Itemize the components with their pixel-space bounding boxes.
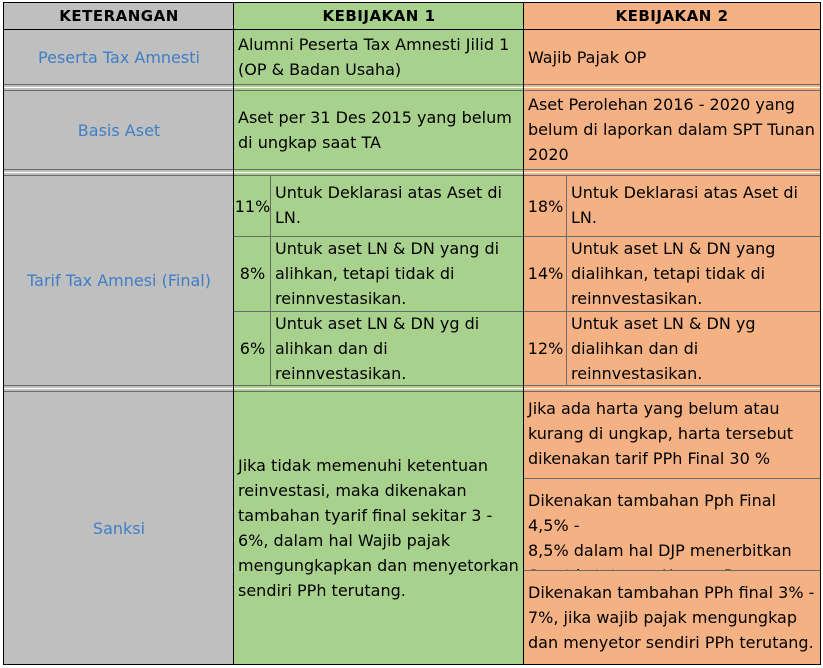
peserta-k1-text: Alumni Peserta Tax Amnesti Jilid 1 (OP & Badan Usaha) [238, 35, 510, 79]
grid-sanksi-h-2 [524, 570, 821, 571]
grid-tarif-v-2 [566, 176, 567, 385]
tarif-k2-text-2: Untuk aset LN & DN yang dialihkan, tetapi tidak di reinnvestasikan. [571, 239, 776, 308]
border-bottom [3, 664, 821, 665]
peserta-k2-text: Wajib Pajak OP [528, 47, 647, 67]
label-peserta: Peserta Tax Amnesti [4, 30, 234, 84]
basis-k1-text: Aset per 31 Des 2015 yang belum di ungkap saat TA [238, 108, 512, 152]
tarif-k1-text-2: Untuk aset LN & DN yang di alihkan, tetapi tidak di reinnvestasikan. [275, 239, 500, 308]
basis-kebijakan-1 [234, 91, 524, 169]
tarif-k2-rate-3: 12% [524, 311, 567, 385]
grid-tarif-v-1 [270, 176, 271, 385]
tarif-k1-rate-3: 6% [234, 311, 271, 385]
sanksi-kebijakan-1 [234, 392, 524, 664]
grid-h-1b [3, 90, 821, 91]
border-right [820, 2, 821, 665]
grid-h-3a [3, 385, 821, 386]
sanksi-k2-text-2: Dikenakan tambahan Pph Final 4,5% - 8,5% dalam hal DJP menerbitkan [528, 491, 792, 560]
grid-tarif-h-2 [234, 311, 821, 312]
border-left [3, 2, 4, 665]
header-keterangan: KETERANGAN [4, 3, 234, 29]
tarif-k2-desc-3 [567, 311, 820, 385]
label-sanksi: Sanksi [4, 392, 234, 664]
tarif-k1-desc-1 [271, 176, 524, 236]
grid-h-2w [3, 172, 821, 173]
tarif-k2-desc-1 [567, 176, 820, 236]
basis-kebijakan-2 [524, 91, 820, 169]
sanksi-k2-text-3: Dikenakan tambahan PPh final 3% - 7%, jika wajib pajak mengungkap dan menyetor sendiri PPh terutang. [528, 583, 815, 652]
grid-v-2 [523, 2, 524, 665]
tarif-k2-rate-2: 14% [524, 236, 567, 311]
grid-h-3b [3, 391, 821, 392]
peserta-kebijakan-1 [234, 30, 524, 84]
label-tarif: Tarif Tax Amnesi (Final) [4, 176, 234, 385]
grid-h-1a [3, 84, 821, 85]
peserta-kebijakan-2 [524, 30, 820, 84]
sanksi-k1-text: Jika tidak memenuhi ketentuan reinvestasi, maka dikenakan tambahan tyarif final sekitar 3 - 6%, dalam hal Wajib pajak mengungkapkan dan menyetorkan sendiri PPh terutang. [238, 456, 519, 600]
tarif-k1-text-3: Untuk aset LN & DN yg di alihkan dan di reinnvestasikan. [275, 313, 480, 383]
basis-k2-text: Aset Perolehan 2016 - 2020 yang belum di laporkan dalam SPT Tunan 2020 [528, 95, 815, 164]
tarif-k1-text-1: Untuk Deklarasi atas Aset di LN. [275, 183, 502, 227]
header-kebijakan-2: KEBIJAKAN 2 [524, 3, 820, 29]
grid-h-3w [3, 388, 821, 389]
tarif-k2-text-3: Untuk aset LN & DN yg dialihkan dan di reinnvestasikan. [571, 314, 756, 383]
grid-h-2a [3, 169, 821, 170]
tarif-k2-text-1: Untuk Deklarasi atas Aset di LN. [571, 183, 798, 227]
grid-tarif-h-1 [234, 236, 821, 237]
tarif-k1-desc-3 [271, 311, 524, 385]
grid-v-1 [233, 2, 234, 665]
tarif-k2-desc-2 [567, 236, 820, 311]
sanksi-k2-text-1: Jika ada harta yang belum atau kurang di ungkap, harta tersebut dikenakan tarif PPh Final 30 % [528, 399, 794, 468]
tarif-k1-desc-2 [271, 236, 524, 311]
grid-h-1w [3, 87, 821, 88]
tarif-k2-rate-1: 18% [524, 176, 567, 236]
tarif-k1-rate-2: 8% [234, 236, 271, 311]
tarif-k1-rate-1: 11% [234, 176, 271, 236]
border-header-bottom [3, 29, 821, 30]
label-basis-aset: Basis Aset [4, 91, 234, 169]
sanksi-k2-item-3 [524, 570, 820, 664]
sanksi-k2-item-1 [524, 392, 820, 478]
grid-sanksi-h-1 [524, 478, 821, 479]
header-kebijakan-1: KEBIJAKAN 1 [234, 3, 524, 29]
sanksi-k2-item-2 [524, 478, 820, 570]
grid-h-2b [3, 175, 821, 176]
border-top [3, 2, 821, 3]
